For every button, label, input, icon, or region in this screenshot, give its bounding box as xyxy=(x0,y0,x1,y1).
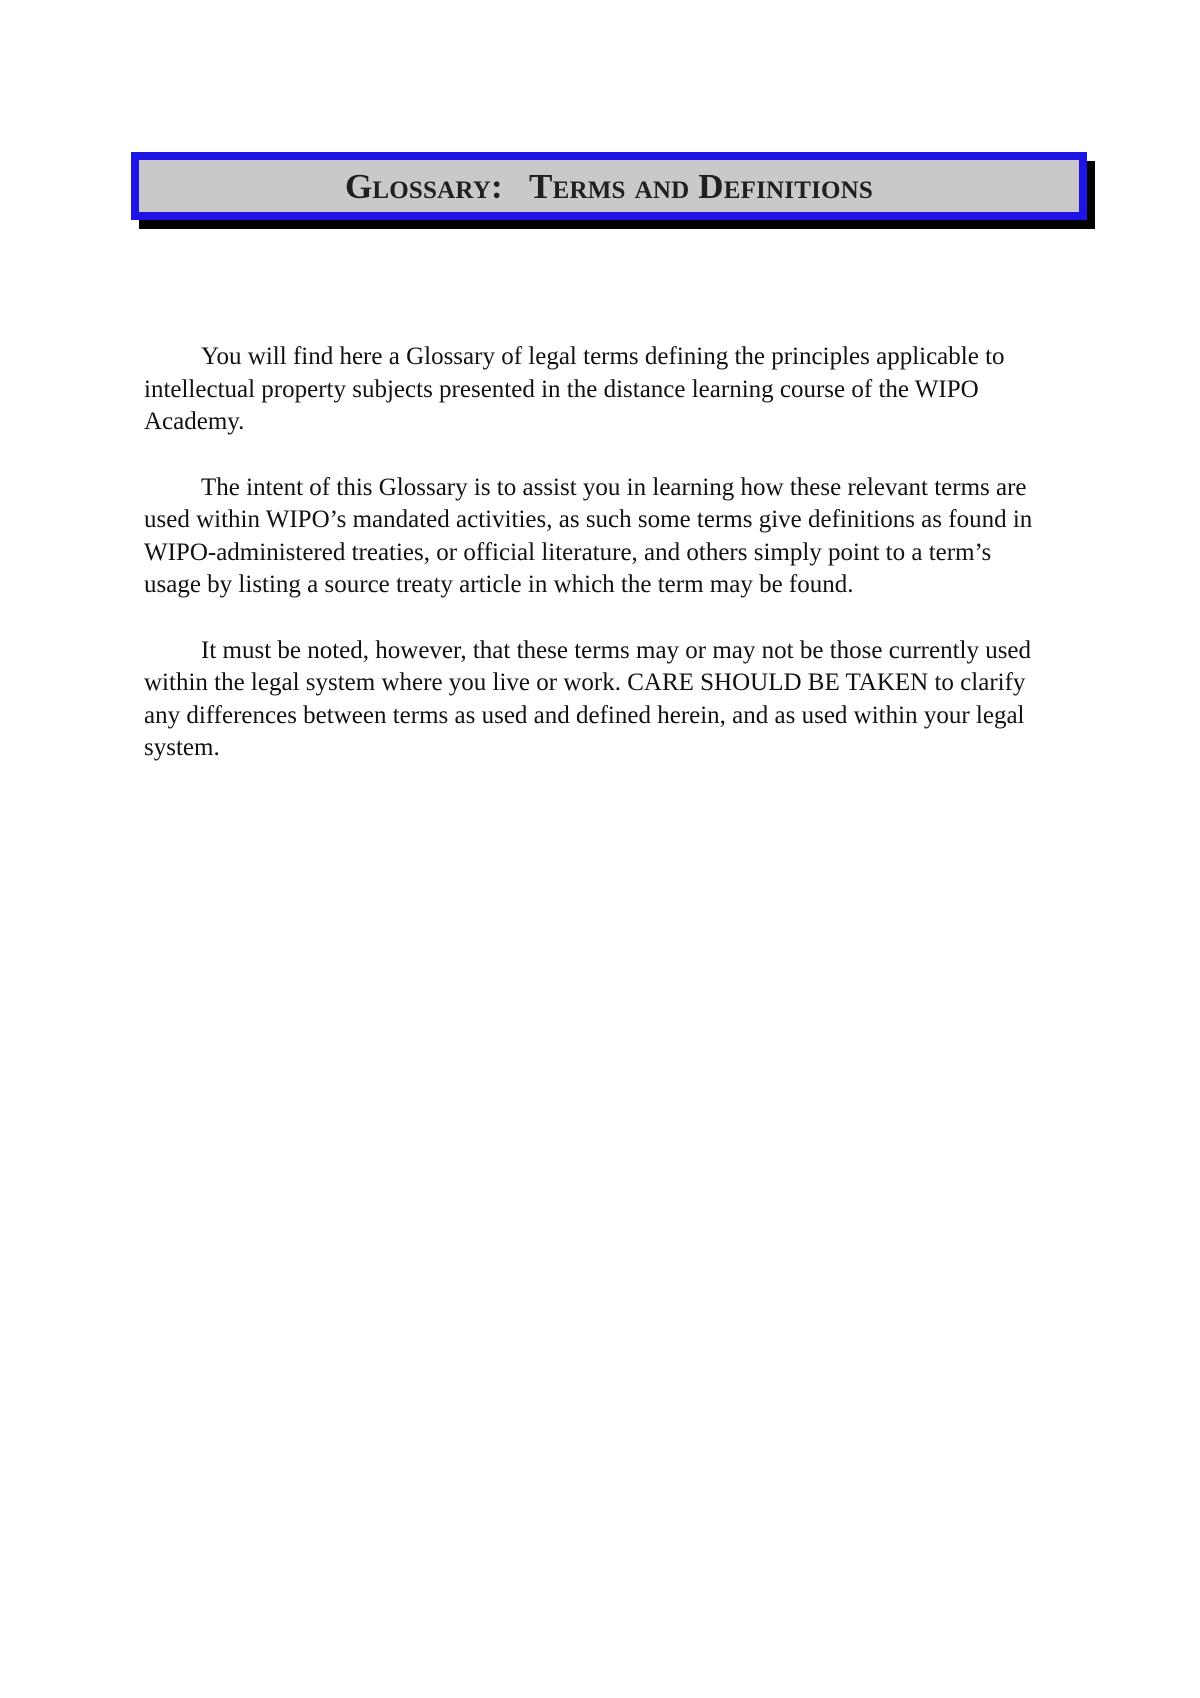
title-banner-inner xyxy=(139,160,1079,212)
paragraph-intro: You will find here a Glossary of legal terms defining the principles applicable to intellectual property subjects presented in the distance learning course of the WIPO Academy. xyxy=(144,343,1005,435)
paragraph-intent: The intent of this Glossary is to assist you in learning how these relevant terms are used within WIPO’s mandated activities, as such some terms give definitions as found in WIPO-administered treaties, or official literature, and others simply point to a term’s usage by listing a source treaty article in which the term may be found. xyxy=(144,473,1033,598)
title-banner xyxy=(131,152,1087,220)
page-title: Glossary: Terms and Definitions xyxy=(344,166,874,206)
paragraph-caution: It must be noted, however, that these terms may or may not be those currently used within the legal system where you live or work. CARE SHOULD BE TAKEN to clarify any differences between terms as used and defined herein, and as used within your legal system. xyxy=(144,636,1032,761)
document-body xyxy=(144,341,1044,798)
